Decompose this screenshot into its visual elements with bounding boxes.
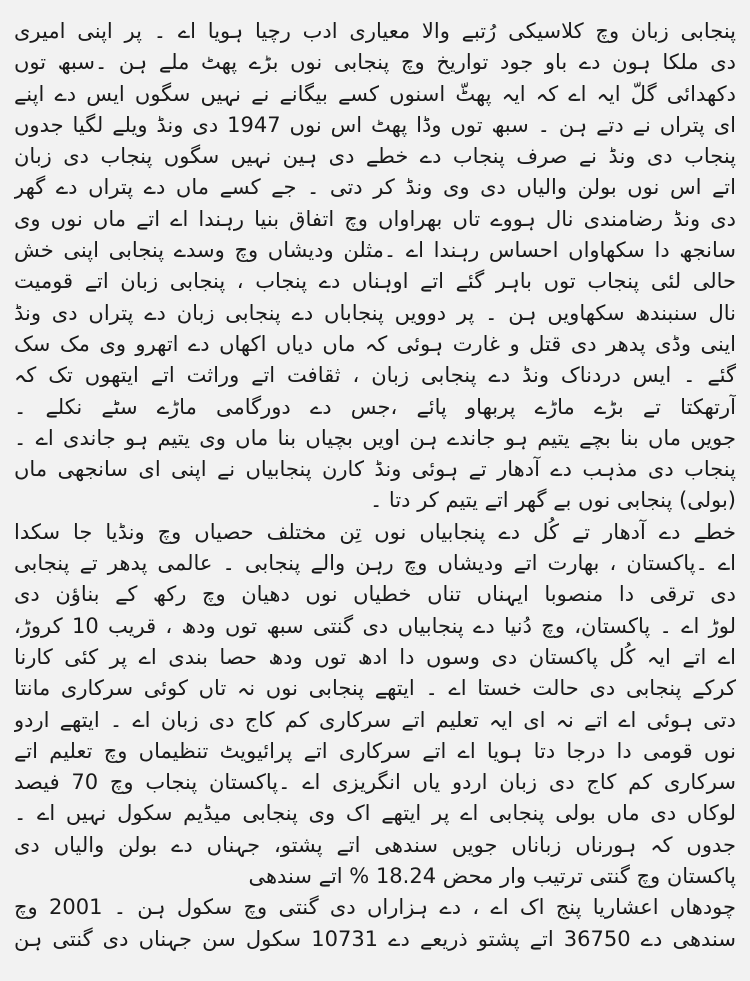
text-line: خطے دے آدھار تے کُل دے پنجابیاں نوں تِن مختلف حصیاں وچ ونڈیا جا سکدا [14, 519, 736, 544]
text-line: پنجاب دی ونڈ نے صرف پنجاب دے خطے دی ہین نہیں سگوں پنجاب دی زبان [14, 144, 736, 169]
text-line: دی ملکا ہون دے باو جود تواریخ وچ پنجابی نوں بڑے پھٹ ملے ہن ۔سبھ توں [14, 50, 736, 75]
text-line: ای پتراں نے دتے ہن ۔ سبھ توں وڈا پھٹ اس نوں 1947 دی ونڈ ویلے لگیا جدوں [14, 112, 736, 137]
text-line: اینی وڈی پدھر دی قتل و غارت ہوئی کہ ماں دیاں اکھاں دے اتھرو وی مک سک [14, 331, 736, 356]
text-line: چودھاں اعشاریا پنج اک اے ، دے ہزاراں دی گنتی وچ سکول ہن ۔ 2001 وچ [14, 895, 736, 920]
text-line: دکھدائی گلّ ایہ اے کہ ایہ پھٹّ اسنوں کسے بیگانے نے نہیں سگوں ایس دے اپنے [14, 81, 736, 106]
text-line: حالی لئی پنجاب توں باہر گئے اتے اوہناں دے پنجاب ، پنجابی زبان اتے قومیت [14, 269, 736, 294]
text-line: پنجابی زبان وچ کلاسیکی رُتبے والا معیاری ادب رچیا ہویا اے ۔ پر اپنی امیری [14, 19, 736, 43]
text-line: دتی ہوئی اے اتے نہ ای ایہ تعلیم اتے سرکاری کم کاج دی زبان اے ۔ ایتھے اردو [14, 707, 736, 732]
text-line: پنجاب دی مذہب دے آدھار تے ہوئی ونڈ کارن پنجابیاں نے اپنی ای سانجھی ماں [14, 457, 736, 482]
text-line: کرکے پنجابی دی حالت خستا اے ۔ ایتھے پنجابی نوں نہ تاں کوئی سرکاری مانتا [14, 676, 736, 701]
text-line: جدوں کہ ہورناں زباناں جویں سندھی اتے پشتو، جہناں دے بولن والیاں دی [14, 832, 736, 857]
text-line: آرتھکتا تے بڑے ماڑے پربھاو پائے ،جس دے دورگامی ماڑے سٹے نکلے ۔ [14, 394, 736, 419]
text-line: گئے ۔ ایس دردناک ونڈ دے پنجابی زبان ، ثقافت اتے وراثت اتے ایتھوں تک کہ [14, 363, 736, 388]
text-line: جویں ماں بنا بچے یتیم ہو جاندے ہن اویں بچیاں بنا ماں وی یتیم ہو جاندی اے ۔ [14, 425, 736, 450]
text-line: دی ونڈ رضامندی نال ہووے تاں بھراواں وچ اتفاق بنیا رہندا اے اتے ماں نوں وی [14, 206, 736, 231]
text-line: نال سنبندھ سکھاویں ہن ۔ پر دوویں پنجاباں دے پنجابی زبان دے پتراں دی ونڈ [14, 300, 736, 325]
text-line: سانجھ دا سکھاواں احساس رہندا اے ۔مثلن ودیشاں وچ وسدے پنجابی اپنی خش [14, 238, 736, 263]
text-line: پاکستان وچ گنتی ترتیب وار محض 18.24 % اتے سندھی [248, 864, 736, 889]
text-line: نوں قومی دا درجا دتا ہویا اے اتے سرکاری اتے پرائیویٹ تنظیماں وچ تعلیم اتے [14, 738, 736, 763]
text-line: لوڑ اے ۔ پاکستان، وچ دُنیا دے پنجابیاں دی گنتی سبھ توں ودھ ، قریب 10 کروڑ، [14, 613, 736, 638]
text-line: سرکاری کم کاج دی زبان اردو یاں انگریزی اے ۔پاکستان پنجاب وچ 70 فیصد [14, 770, 736, 795]
text-line: لوکاں دی ماں بولی پنجابی اے پر ایتھے اک وی پنجابی میڈیم سکول نہیں اے ۔ [14, 801, 736, 826]
text-line: اے اتے ایہ کُل پاکستان دی وسوں دا ادھ توں ودھ حصا بندی اے پر کئی کارنا [14, 644, 736, 669]
text-line: (بولی) پنجابی نوں بے گھر اتے یتیم کر دتا ۔ [369, 488, 736, 513]
text-line: اتے اس نوں بولن والیاں دی وی ونڈ کر دتی ۔ جے کسے ماں دے پتراں دے گھر [14, 175, 736, 200]
text-line: اے ۔پاکستان ، بھارت اتے ودیشاں وچ رہن والے پنجابی ۔ عالمی پدھر تے پنجابی [14, 551, 736, 576]
text-line: دی ترقی دا منصوبا ایہناں تناں خطیاں نوں دھیان وچ رکھ کے بناؤن دی [14, 582, 736, 607]
text-line: سندھی دے 36750 اتے پشتو ذریعے دے 10731 سکول سن جہناں دی گنتی ہن [14, 926, 736, 951]
